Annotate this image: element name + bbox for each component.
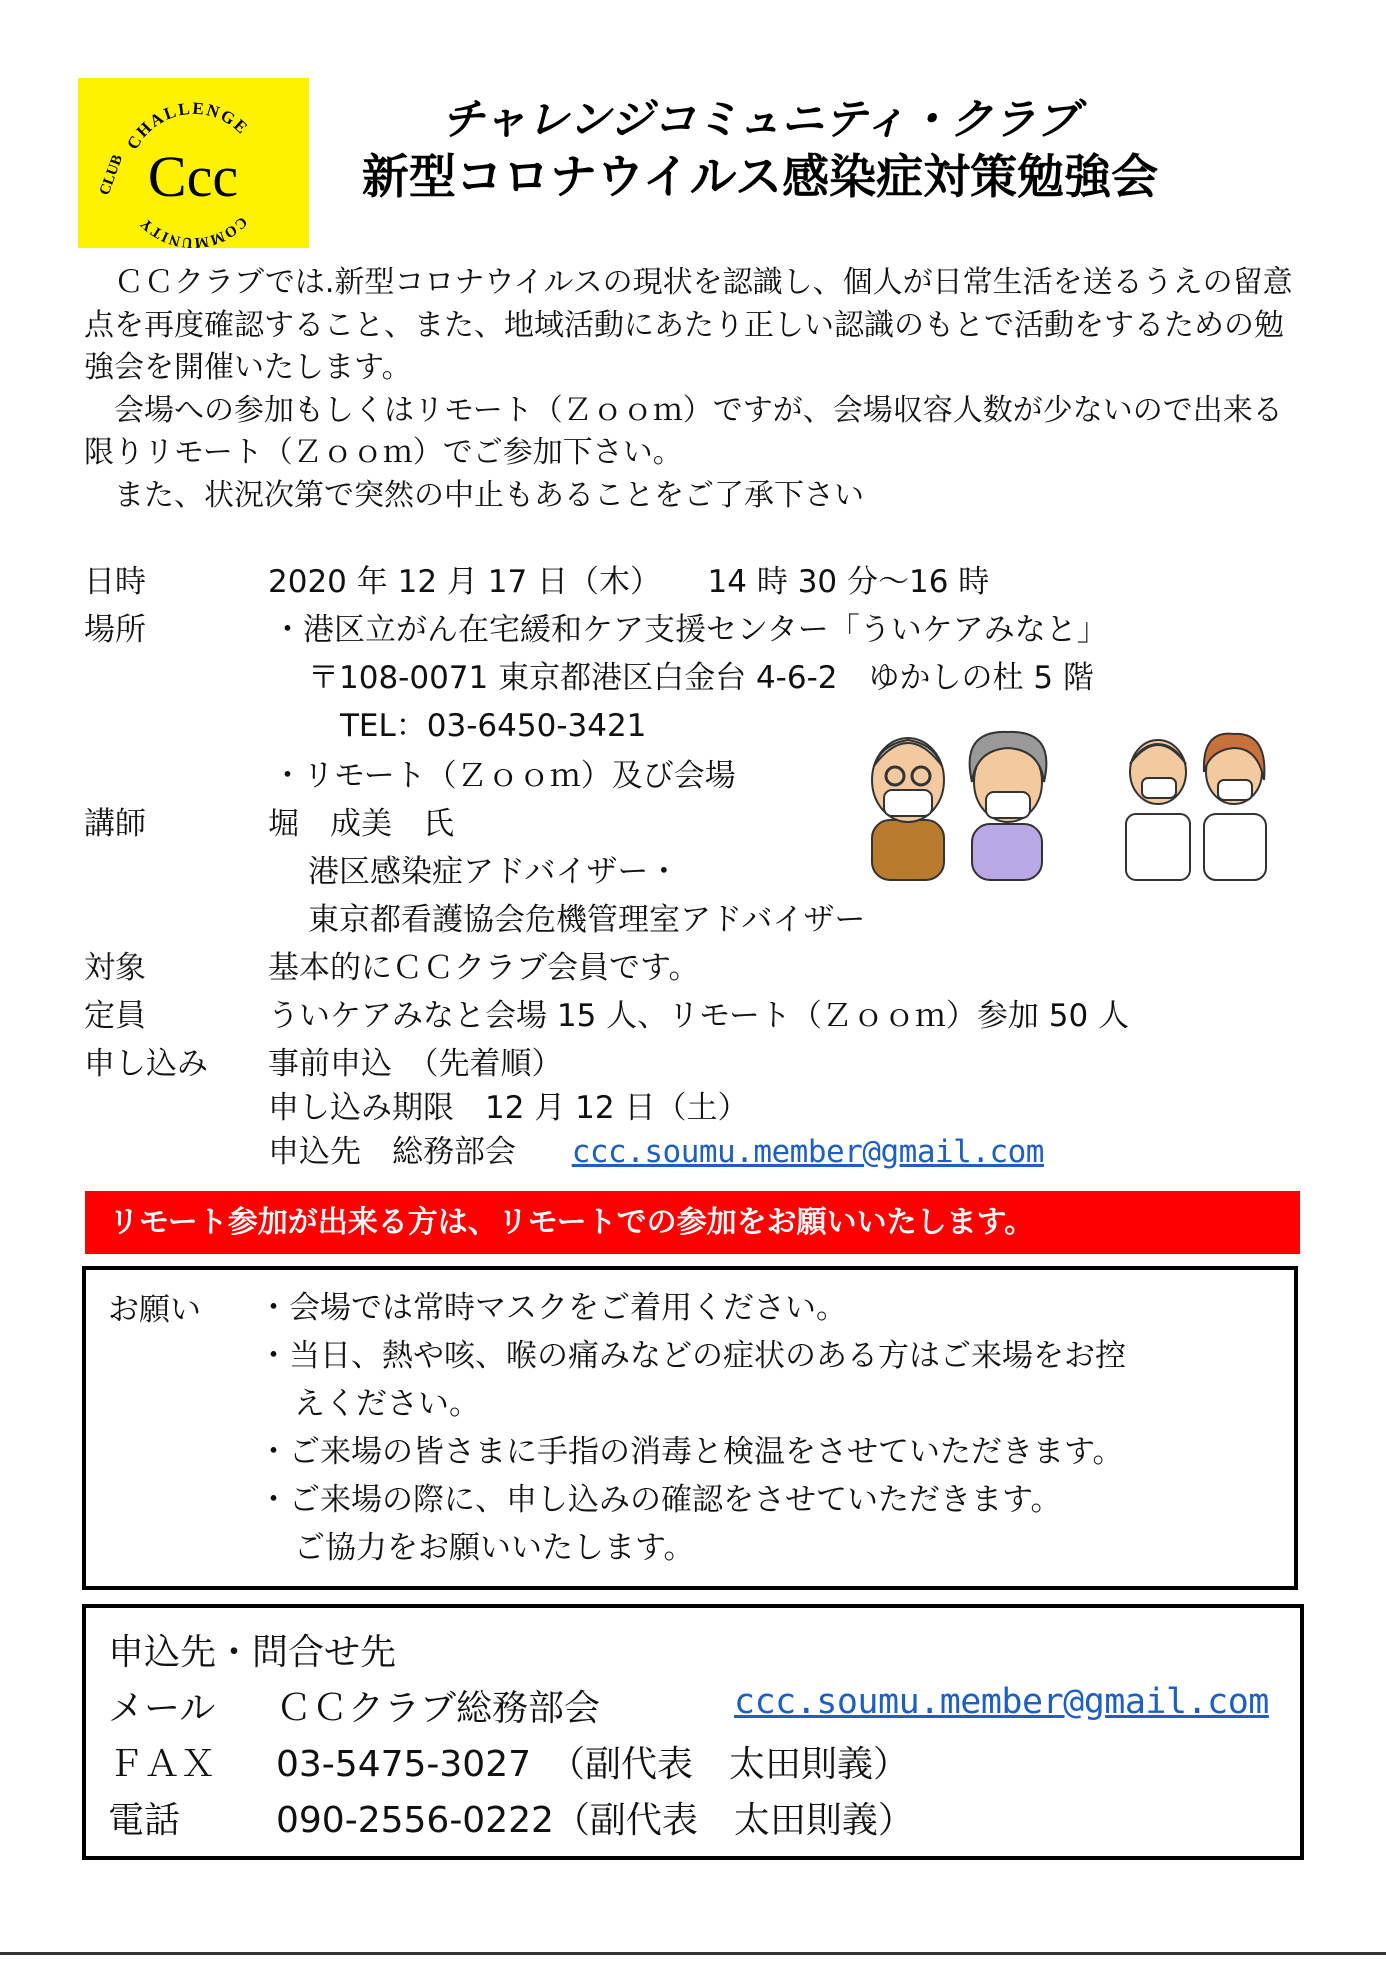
- apply-line-1: 事前申込 （先着順）: [268, 1046, 563, 1082]
- request-item-confirmation: ・ご来場の際に、申し込みの確認をさせていただきます。: [258, 1482, 1062, 1518]
- datetime-value: 2020 年 12 月 17 日（木） 14 時 30 分～16 時: [268, 564, 990, 600]
- elderly-man-icon: [872, 738, 944, 880]
- capacity-value: ういケアみなと会場 15 人、リモート（Ｚｏｏｍ）参加 50 人: [268, 998, 1130, 1034]
- contact-fax-label: ＦＡＸ: [108, 1744, 217, 1785]
- elderly-woman-icon: [970, 732, 1047, 880]
- intro-paragraph-2: 会場への参加もしくはリモート（Ｚｏｏｍ）ですが、会場収容人数が少ないので出来る限りリモート（Ｚｏｏｍ）でご参加下さい。: [84, 392, 1283, 470]
- intro-text: [84, 262, 1306, 517]
- logo-ring-top: CHALLENGE: [122, 98, 253, 153]
- request-item-mask: ・会場では常時マスクをご着用ください。: [258, 1290, 847, 1326]
- request-box: [82, 1266, 1298, 1590]
- place-address: 〒108-0071 東京都港区白金台 4-6-2 ゆかしの杜 5 階: [308, 660, 1094, 696]
- contact-fax-value: 03-5475-3027 （副代表 太田則義）: [276, 1744, 910, 1785]
- target-value: 基本的にＣＣクラブ会員です。: [268, 950, 700, 986]
- apply-destination-label: 申込先 総務部会: [268, 1134, 516, 1170]
- datetime-label: 日時: [84, 564, 146, 600]
- title-line-2: 新型コロナウイルス感染症対策勉強会: [361, 150, 1159, 205]
- apply-destination: [268, 1132, 1044, 1172]
- place-line-1: ・港区立がん在宅緩和ケア支援センター「ういケアみなと」: [272, 612, 1108, 648]
- lecturer-role-2: 東京都看護協会危機管理室アドバイザー: [308, 902, 866, 938]
- contact-mail-label: メール: [108, 1688, 216, 1729]
- remote-participation-banner: リモート参加が出来る方は、リモートでの参加をお願いいたします。: [85, 1191, 1300, 1254]
- contact-heading: 申込先・問合せ先: [108, 1632, 397, 1673]
- request-label: お願い: [108, 1292, 201, 1328]
- nurse-icon: [1204, 734, 1266, 880]
- intro-paragraph-3: また、状況次第で突然の中止もあることをご了承下さい: [114, 477, 864, 513]
- lecturer-name: 堀 成美 氏: [268, 806, 454, 842]
- logo-emblem: [78, 78, 309, 248]
- contact-phone-value: 090-2556-0222（副代表 太田則義）: [276, 1800, 914, 1841]
- contact-mail-org: ＣＣクラブ総務部会: [276, 1688, 601, 1729]
- request-item-thanks: ご協力をお願いいたします。: [294, 1530, 695, 1566]
- doctor-icon: [1126, 740, 1190, 880]
- apply-label: 申し込み: [84, 1046, 208, 1082]
- logo-ring-bottom: COMMUNITY: [137, 213, 250, 248]
- svg-text:COMMUNITY: [137, 213, 250, 248]
- logo-ring-left: CLUB: [96, 152, 127, 198]
- lecturer-label: 講師: [84, 806, 146, 842]
- place-phone: TEL：03-6450-3421: [340, 708, 647, 744]
- request-item-symptoms: ・当日、熱や咳、喉の痛みなどの症状のある方はご来場をお控: [258, 1338, 1126, 1374]
- request-list: [258, 1284, 1126, 1572]
- intro-paragraph-1: ＣＣクラブでは.新型コロナウイルスの現状を認識し、個人が日常生活を送るうえの留意点を再度確認すること、また、地域活動にあたり正しい認識のもとで活動をするための勉強会を開催いたします。: [84, 265, 1293, 385]
- contact-box: [82, 1604, 1304, 1860]
- logo-center-text: Ccc: [147, 144, 239, 209]
- title-line-1: チャレンジコミュニティ・クラブ: [441, 95, 1079, 145]
- capacity-label: 定員: [84, 998, 146, 1034]
- place-label: 場所: [84, 612, 146, 648]
- bottom-divider: [0, 1952, 1386, 1955]
- place-remote: ・リモート（Ｚｏｏｍ）及び会場: [272, 758, 736, 794]
- ccc-logo: [78, 78, 309, 248]
- apply-email-link[interactable]: ccc.soumu.member@gmail.com: [571, 1134, 1044, 1170]
- target-label: 対象: [84, 950, 146, 986]
- request-item-symptoms-cont: えください。: [294, 1386, 480, 1422]
- contact-email-link[interactable]: ccc.soumu.member@gmail.com: [734, 1682, 1269, 1722]
- lecturer-role-1: 港区感染症アドバイザー・: [308, 854, 680, 890]
- contact-phone-label: 電話: [108, 1800, 181, 1841]
- request-item-disinfection: ・ご来場の皆さまに手指の消毒と検温をさせていただきます。: [258, 1434, 1124, 1470]
- masked-people-illustration: [860, 722, 1280, 882]
- apply-deadline: 申し込み期限 12 月 12 日（土）: [268, 1090, 749, 1126]
